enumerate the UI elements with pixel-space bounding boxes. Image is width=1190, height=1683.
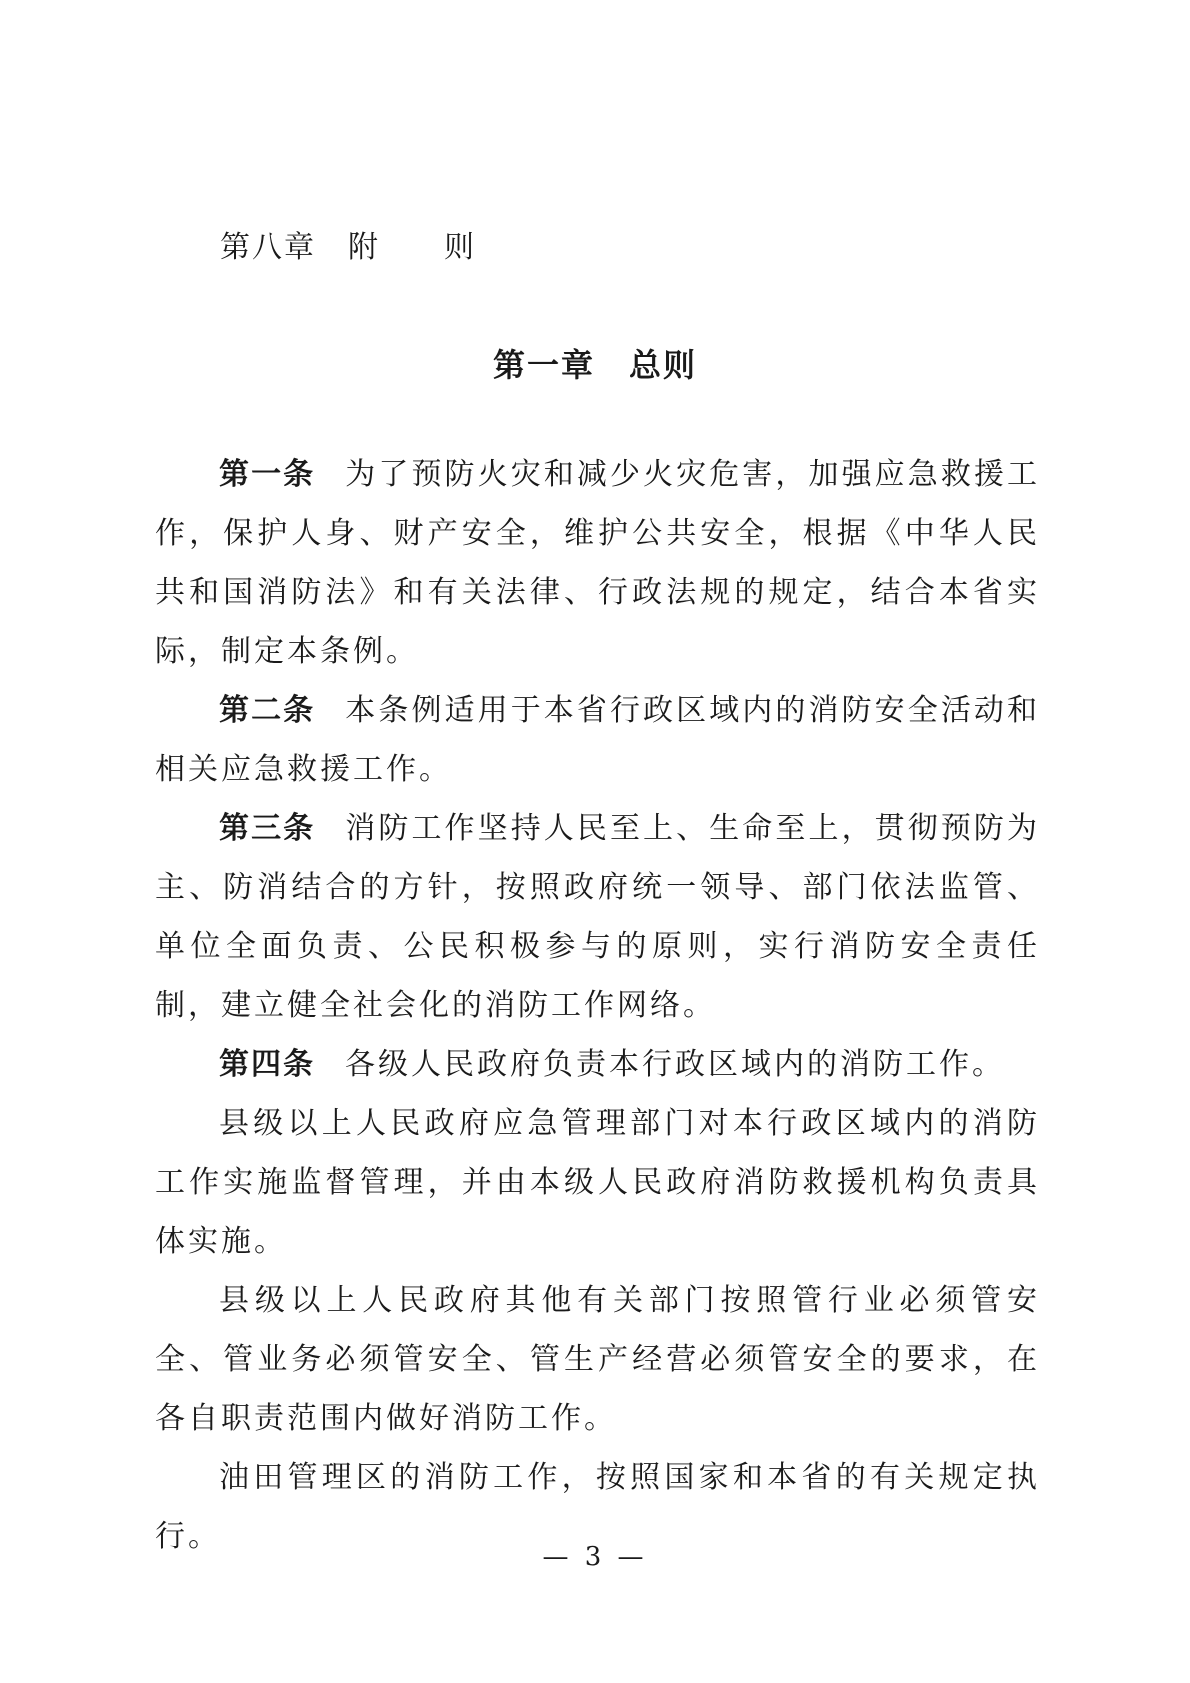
article-label: 第三条 <box>219 811 316 846</box>
article-label: 第二条 <box>219 693 316 728</box>
article-text: 各级人民政府负责本行政区域内的消防工作。 <box>345 1047 1005 1082</box>
article-3 <box>155 799 1040 1035</box>
article-4-paragraph-2: 县级以上人民政府应急管理部门对本行政区域内的消防工作实施监督管理，并由本级人民政府消防救援机构负责具体实施。 <box>155 1106 1040 1259</box>
article-1 <box>155 445 1040 681</box>
article-4 <box>155 1035 1040 1094</box>
article-text: 消防工作坚持人民至上、生命至上，贯彻预防为主、防消结合的方针，按照政府统一领导、部门依法监管、单位全面负责、公民积极参与的原则，实行消防安全责任制，建立健全社会化的消防工作网络。 <box>155 811 1041 1023</box>
article-4-paragraph-3: 县级以上人民政府其他有关部门按照管行业必须管安全、管业务必须管安全、管生产经营必须管安全的要求，在各自职责范围内做好消防工作。 <box>155 1283 1040 1436</box>
chapter-title: 第一章 总则 <box>492 346 697 384</box>
article-label: 第四条 <box>219 1047 315 1082</box>
toc-entry-chapter-8: 第八章 附 则 <box>220 230 476 265</box>
page-number: — 3 — <box>542 1542 648 1572</box>
chapter-body <box>155 445 1040 1566</box>
article-label: 第一条 <box>219 457 316 492</box>
article-4-paragraph-4: 油田管理区的消防工作，按照国家和本省的有关规定执行。 <box>155 1460 1040 1554</box>
article-2 <box>155 681 1040 799</box>
article-text: 为了预防火灾和减少火灾危害，加强应急救援工作，保护人身、财产安全，维护公共安全，根据《中华人民共和国消防法》和有关法律、行政法规的规定，结合本省实际，制定本条例。 <box>155 457 1041 669</box>
article-text: 本条例适用于本省行政区域内的消防安全活动和相关应急救援工作。 <box>155 693 1041 787</box>
